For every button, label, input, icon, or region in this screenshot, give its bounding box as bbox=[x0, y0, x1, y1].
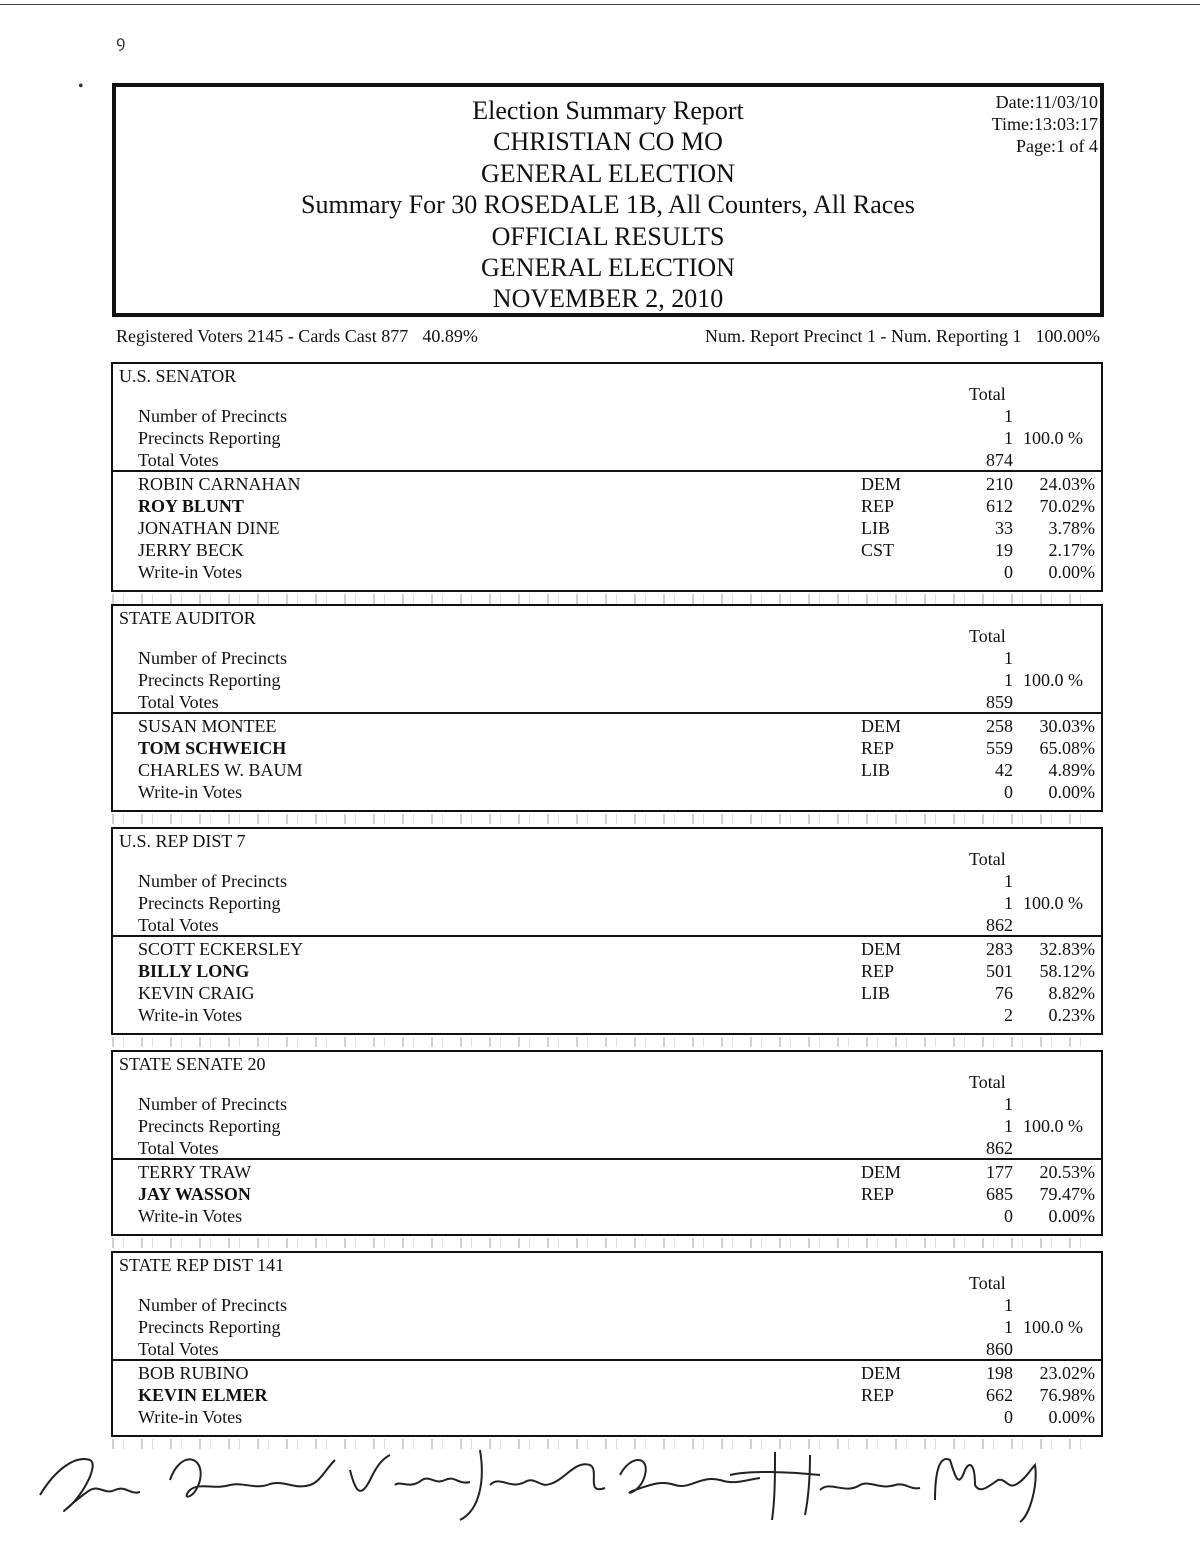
race-title: STATE SENATE 20 bbox=[119, 1054, 266, 1074]
candidate-percent: 76.98% bbox=[1039, 1385, 1095, 1405]
summary-scope: Summary For 30 ROSEDALE 1B, All Counters, All Races bbox=[301, 190, 915, 220]
reporting-percent: 100.0 % bbox=[1023, 1116, 1083, 1136]
candidate-votes: 76 bbox=[995, 983, 1013, 1003]
candidate-name: KEVIN CRAIG bbox=[138, 983, 255, 1003]
stat-label: Total Votes bbox=[138, 1339, 219, 1359]
reporting-percent: 100.0 % bbox=[1023, 428, 1083, 448]
number-of-precincts-row bbox=[113, 648, 1101, 670]
stat-label: Total Votes bbox=[138, 1138, 219, 1158]
number-of-precincts-row bbox=[113, 406, 1101, 428]
candidates-separator bbox=[113, 712, 1101, 714]
number-of-precincts-row bbox=[113, 871, 1101, 893]
candidate-party: LIB bbox=[861, 983, 890, 1003]
reporting-percent: 100.0 % bbox=[1023, 1317, 1083, 1337]
race-block bbox=[111, 1251, 1103, 1437]
candidate-row bbox=[113, 496, 1101, 518]
report-meta bbox=[992, 91, 1098, 157]
number-of-precincts-row bbox=[113, 1295, 1101, 1317]
candidate-votes: 0 bbox=[1004, 1407, 1013, 1427]
scan-artifact-line bbox=[112, 814, 1096, 824]
candidate-row bbox=[113, 1184, 1101, 1206]
candidate-percent: 8.82% bbox=[1048, 983, 1095, 1003]
candidate-row bbox=[113, 474, 1101, 496]
election-name-2: GENERAL ELECTION bbox=[481, 253, 735, 283]
candidate-name: Write-in Votes bbox=[138, 1206, 243, 1226]
candidate-name: JONATHAN DINE bbox=[138, 518, 280, 538]
candidate-percent: 4.89% bbox=[1048, 760, 1095, 780]
candidate-name: ROBIN CARNAHAN bbox=[138, 474, 301, 494]
candidate-percent: 24.03% bbox=[1039, 474, 1095, 494]
candidate-party: DEM bbox=[861, 1162, 901, 1182]
reporting-pct: 100.00% bbox=[1035, 326, 1100, 346]
total-column-header: Total bbox=[969, 849, 1006, 869]
candidate-party: DEM bbox=[861, 939, 901, 959]
stat-value: 1 bbox=[1004, 648, 1013, 668]
candidate-name: TOM SCHWEICH bbox=[138, 738, 287, 758]
report-header bbox=[112, 83, 1104, 317]
candidates-separator bbox=[113, 1158, 1101, 1160]
stat-value: 1 bbox=[1004, 428, 1013, 448]
stat-value: 1 bbox=[1004, 406, 1013, 426]
candidate-row bbox=[113, 738, 1101, 760]
total-column-header: Total bbox=[969, 1072, 1006, 1092]
candidate-percent: 32.83% bbox=[1039, 939, 1095, 959]
stat-label: Precincts Reporting bbox=[138, 1317, 281, 1337]
candidate-name: Write-in Votes bbox=[138, 562, 243, 582]
stat-value: 1 bbox=[1004, 1295, 1013, 1315]
candidate-percent: 0.00% bbox=[1048, 1407, 1095, 1427]
candidate-votes: 210 bbox=[986, 474, 1013, 494]
candidate-percent: 79.47% bbox=[1039, 1184, 1095, 1204]
candidate-percent: 58.12% bbox=[1039, 961, 1095, 981]
candidate-percent: 0.23% bbox=[1048, 1005, 1095, 1025]
candidate-percent: 2.17% bbox=[1048, 540, 1095, 560]
candidate-name: SCOTT ECKERSLEY bbox=[138, 939, 304, 959]
candidate-name: Write-in Votes bbox=[138, 1407, 243, 1427]
candidate-percent: 65.08% bbox=[1039, 738, 1095, 758]
candidate-percent: 0.00% bbox=[1048, 782, 1095, 802]
candidate-percent: 0.00% bbox=[1048, 1206, 1095, 1226]
candidate-row bbox=[113, 983, 1101, 1005]
candidate-party: REP bbox=[861, 961, 895, 981]
candidate-votes: 283 bbox=[986, 939, 1013, 959]
candidate-row bbox=[113, 562, 1101, 584]
candidate-row bbox=[113, 518, 1101, 540]
total-column-header: Total bbox=[969, 626, 1006, 646]
stat-label: Total Votes bbox=[138, 692, 219, 712]
stat-value: 862 bbox=[986, 1138, 1013, 1158]
candidates-separator bbox=[113, 470, 1101, 472]
total-votes-row bbox=[113, 692, 1101, 714]
candidate-row bbox=[113, 1206, 1101, 1228]
handwritten-signatures bbox=[30, 1440, 1050, 1530]
candidate-votes: 501 bbox=[986, 961, 1013, 981]
race-block bbox=[111, 362, 1103, 592]
candidate-votes: 0 bbox=[1004, 562, 1013, 582]
race-title: U.S. REP DIST 7 bbox=[119, 831, 246, 851]
candidate-party: REP bbox=[861, 1385, 895, 1405]
scan-mark: ꝯ bbox=[116, 34, 126, 51]
precincts-reporting-row bbox=[113, 893, 1101, 915]
stat-label: Precincts Reporting bbox=[138, 670, 281, 690]
candidate-votes: 662 bbox=[986, 1385, 1013, 1405]
candidate-name: TERRY TRAW bbox=[138, 1162, 252, 1182]
candidate-name: JAY WASSON bbox=[138, 1184, 251, 1204]
candidate-name: KEVIN ELMER bbox=[138, 1385, 268, 1405]
stat-label: Number of Precincts bbox=[138, 1295, 287, 1315]
candidate-percent: 30.03% bbox=[1039, 716, 1095, 736]
page-number: Page:1 of 4 bbox=[1016, 136, 1098, 156]
scan-artifact-line bbox=[112, 594, 1096, 604]
signature-text: Lyn Russell, Vickie Johns Carla Eisenbe Karen Moody bbox=[30, 1440, 53, 1441]
stat-label: Precincts Reporting bbox=[138, 893, 281, 913]
candidate-row bbox=[113, 939, 1101, 961]
stat-label: Number of Precincts bbox=[138, 1094, 287, 1114]
stat-label: Precincts Reporting bbox=[138, 1116, 281, 1136]
stat-value: 1 bbox=[1004, 670, 1013, 690]
candidate-row bbox=[113, 782, 1101, 804]
stat-value: 1 bbox=[1004, 1094, 1013, 1114]
election-date: NOVEMBER 2, 2010 bbox=[492, 284, 724, 314]
scan-artifact-line bbox=[112, 1037, 1096, 1047]
candidate-name: CHARLES W. BAUM bbox=[138, 760, 303, 780]
candidate-name: ROY BLUNT bbox=[138, 496, 244, 516]
candidate-party: CST bbox=[861, 540, 895, 560]
candidate-percent: 3.78% bbox=[1048, 518, 1095, 538]
stat-value: 1 bbox=[1004, 893, 1013, 913]
candidate-votes: 258 bbox=[986, 716, 1013, 736]
precincts-reporting-row bbox=[113, 428, 1101, 450]
total-votes-row bbox=[113, 450, 1101, 472]
number-of-precincts-row bbox=[113, 1094, 1101, 1116]
candidate-party: DEM bbox=[861, 716, 901, 736]
stat-label: Number of Precincts bbox=[138, 871, 287, 891]
candidate-votes: 19 bbox=[995, 540, 1013, 560]
candidate-votes: 2 bbox=[1004, 1005, 1013, 1025]
race-block bbox=[111, 604, 1103, 812]
candidate-percent: 70.02% bbox=[1039, 496, 1095, 516]
precinct-reporting: Num. Report Precinct 1 - Num. Reporting 1 bbox=[705, 326, 1022, 346]
candidate-name: BILLY LONG bbox=[138, 961, 250, 981]
stat-value: 1 bbox=[1004, 1317, 1013, 1337]
race-title: STATE REP DIST 141 bbox=[119, 1255, 285, 1275]
candidates-separator bbox=[113, 1359, 1101, 1361]
total-votes-row bbox=[113, 1138, 1101, 1160]
candidate-party: LIB bbox=[861, 518, 890, 538]
stat-value: 1 bbox=[1004, 1116, 1013, 1136]
candidate-party: LIB bbox=[861, 760, 890, 780]
precincts-reporting-row bbox=[113, 670, 1101, 692]
stat-value: 862 bbox=[986, 915, 1013, 935]
stat-label: Total Votes bbox=[138, 450, 219, 470]
scan-artifact-line bbox=[112, 1238, 1096, 1248]
candidate-row bbox=[113, 1005, 1101, 1027]
report-title: Election Summary Report bbox=[472, 96, 744, 125]
report-date: Date:11/03/10 bbox=[995, 92, 1098, 112]
candidates-separator bbox=[113, 935, 1101, 937]
candidate-row bbox=[113, 1363, 1101, 1385]
candidate-row bbox=[113, 540, 1101, 562]
candidate-party: DEM bbox=[861, 1363, 901, 1383]
top-scan-line bbox=[0, 4, 1200, 5]
county-name: CHRISTIAN CO MO bbox=[493, 127, 723, 157]
candidate-party: DEM bbox=[861, 474, 901, 494]
precincts-reporting-row bbox=[113, 1116, 1101, 1138]
race-title: STATE AUDITOR bbox=[119, 608, 256, 628]
candidate-votes: 177 bbox=[986, 1162, 1013, 1182]
candidate-name: JERRY BECK bbox=[138, 540, 244, 560]
race-block bbox=[111, 827, 1103, 1035]
race-title: U.S. SENATOR bbox=[119, 366, 237, 386]
candidate-votes: 198 bbox=[986, 1363, 1013, 1383]
stat-label: Number of Precincts bbox=[138, 648, 287, 668]
race-block bbox=[111, 1050, 1103, 1236]
candidate-row bbox=[113, 1162, 1101, 1184]
registered-voters: Registered Voters 2145 - Cards Cast 877 bbox=[116, 326, 409, 346]
candidate-percent: 20.53% bbox=[1039, 1162, 1095, 1182]
candidate-name: BOB RUBINO bbox=[138, 1363, 249, 1383]
stat-label: Total Votes bbox=[138, 915, 219, 935]
candidate-percent: 23.02% bbox=[1039, 1363, 1095, 1383]
reporting-percent: 100.0 % bbox=[1023, 893, 1083, 913]
candidate-votes: 0 bbox=[1004, 1206, 1013, 1226]
candidate-votes: 559 bbox=[986, 738, 1013, 758]
stat-value: 860 bbox=[986, 1339, 1013, 1359]
candidate-name: Write-in Votes bbox=[138, 1005, 243, 1025]
candidate-party: REP bbox=[861, 1184, 895, 1204]
candidate-percent: 0.00% bbox=[1048, 562, 1095, 582]
total-column-header: Total bbox=[969, 1273, 1006, 1293]
stat-label: Precincts Reporting bbox=[138, 428, 281, 448]
candidate-votes: 33 bbox=[995, 518, 1013, 538]
candidate-row bbox=[113, 716, 1101, 738]
candidate-votes: 685 bbox=[986, 1184, 1013, 1204]
candidate-name: Write-in Votes bbox=[138, 782, 243, 802]
stat-value: 1 bbox=[1004, 871, 1013, 891]
candidate-party: REP bbox=[861, 496, 895, 516]
candidate-party: REP bbox=[861, 738, 895, 758]
candidate-name: SUSAN MONTEE bbox=[138, 716, 277, 736]
candidate-row bbox=[113, 1385, 1101, 1407]
candidate-row bbox=[113, 961, 1101, 983]
total-votes-row bbox=[113, 915, 1101, 937]
reporting-percent: 100.0 % bbox=[1023, 670, 1083, 690]
total-votes-row bbox=[113, 1339, 1101, 1361]
report-title-block bbox=[116, 87, 1100, 315]
total-column-header: Total bbox=[969, 384, 1006, 404]
candidate-votes: 0 bbox=[1004, 782, 1013, 802]
turnout-pct: 40.89% bbox=[422, 326, 478, 346]
election-name: GENERAL ELECTION bbox=[481, 158, 735, 188]
scan-mark: • bbox=[78, 78, 84, 95]
candidate-row bbox=[113, 1407, 1101, 1429]
stat-label: Number of Precincts bbox=[138, 406, 287, 426]
results-status: OFFICIAL RESULTS bbox=[491, 221, 725, 251]
precincts-reporting-row bbox=[113, 1317, 1101, 1339]
stat-value: 859 bbox=[986, 692, 1013, 712]
candidate-row bbox=[113, 760, 1101, 782]
candidate-votes: 612 bbox=[986, 496, 1013, 516]
stat-value: 874 bbox=[986, 450, 1013, 470]
report-time: Time:13:03:17 bbox=[991, 114, 1098, 134]
candidate-votes: 42 bbox=[995, 760, 1013, 780]
